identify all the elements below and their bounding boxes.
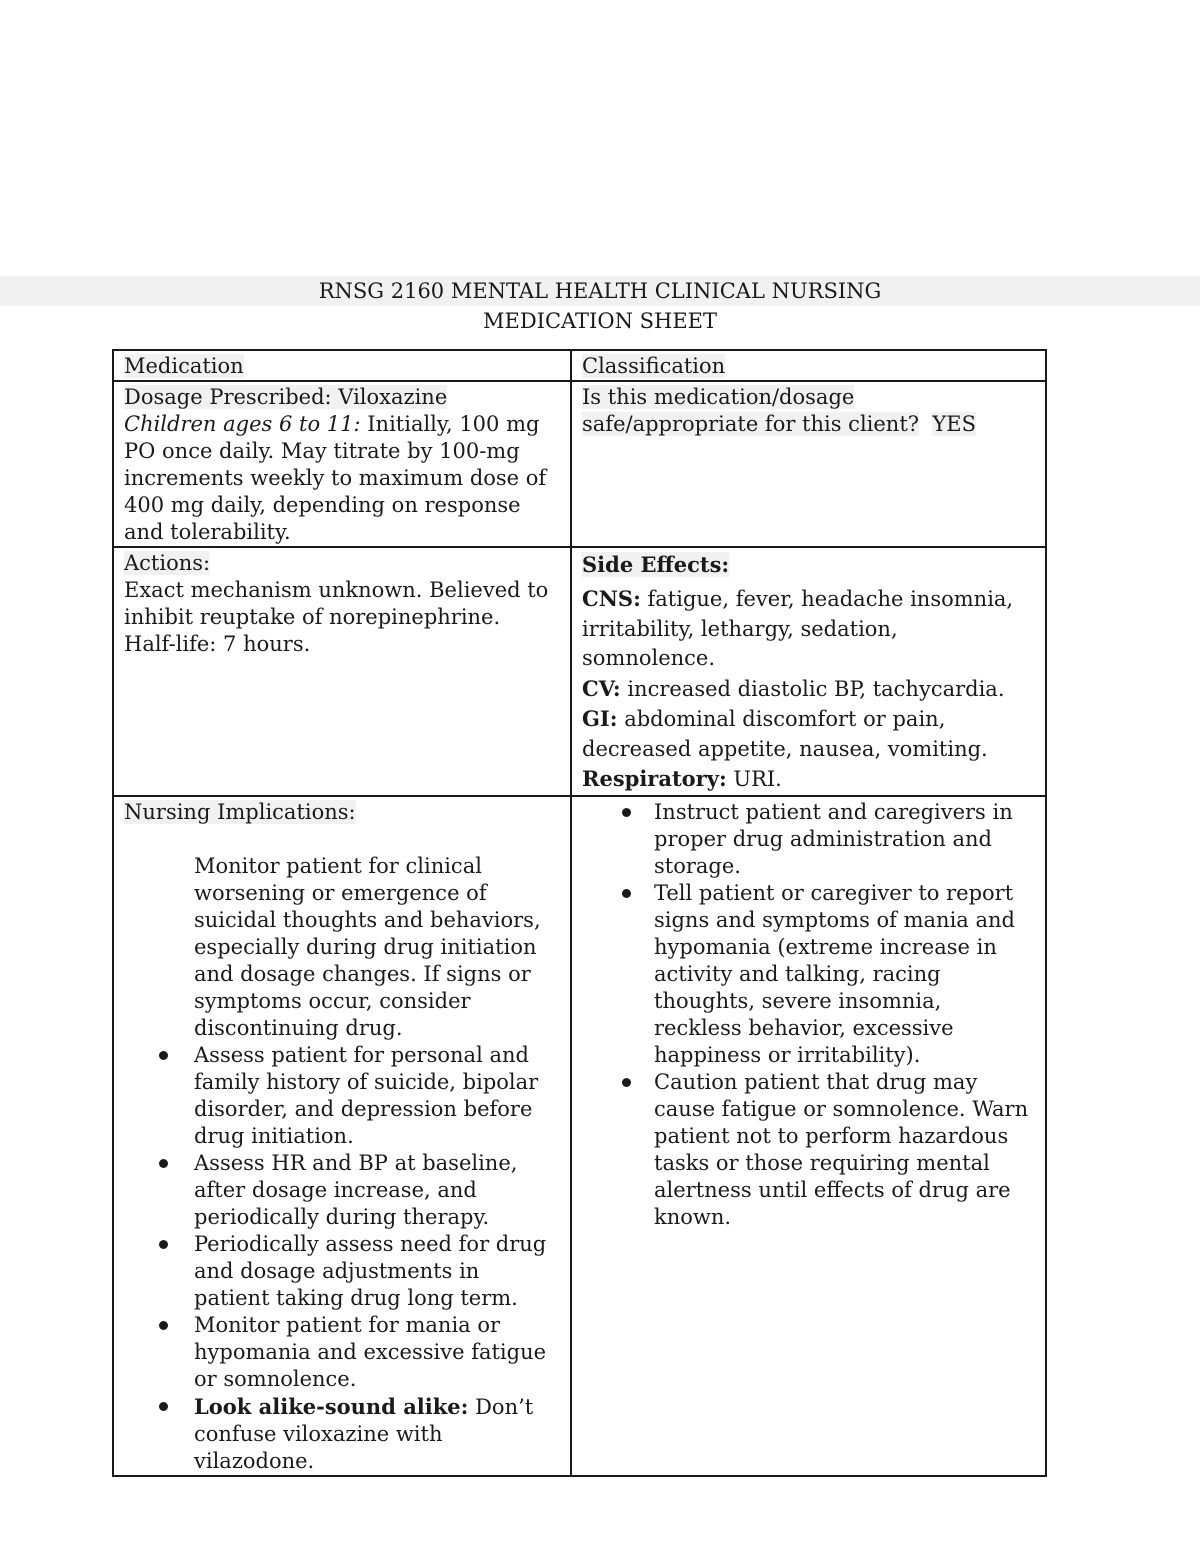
medication-cell (113, 350, 571, 381)
table-row (113, 796, 1046, 1476)
table-row (113, 350, 1046, 381)
bullet-icon (159, 1051, 168, 1060)
safety-cell (571, 381, 1046, 547)
nursing-implications-cont-cell (571, 796, 1046, 1476)
bullet-icon (622, 808, 631, 817)
list-item: Assess patient for personal and family history of suicide, bipolar disorder, and depression before drug initiation. (124, 1042, 560, 1150)
nursing-list-right (582, 799, 1035, 1231)
actions-text: Exact mechanism unknown. Believed to inhibit reuptake of norepinephrine. (124, 578, 549, 629)
side-effect-item: CV: increased diastolic BP, tachycardia. (582, 675, 1005, 701)
actions-cell (113, 547, 571, 796)
title-line-1: RNSG 2160 MENTAL HEALTH CLINICAL NURSING (0, 276, 1200, 306)
nursing-list-left (124, 1042, 560, 1475)
title-line-2: MEDICATION SHEET (483, 309, 717, 333)
medication-label: Medication (124, 354, 244, 378)
nursing-label: Nursing Implications: (124, 799, 356, 824)
bullet-icon (622, 889, 631, 898)
table-row (113, 547, 1046, 796)
list-item: Periodically assess need for drug and dosage adjustments in patient taking drug long term. (124, 1231, 560, 1312)
side-effects-cell (571, 547, 1046, 796)
dosage-cell (113, 381, 571, 547)
list-item: Assess HR and BP at baseline, after dosage increase, and periodically during therapy. (124, 1150, 560, 1231)
side-effect-item: GI: abdominal discomfort or pain, decreased appetite, nausea, vomiting. (582, 706, 988, 761)
list-item: Look alike-sound alike: Don’t confuse viloxazine with vilazodone. (124, 1393, 560, 1475)
half-life: Half-life: 7 hours. (124, 632, 311, 656)
medication-table (112, 349, 1047, 1477)
classification-label: Classification (582, 354, 726, 378)
children-dosage: Children ages 6 to 11: Initially, 100 mg PO once daily. May titrate by 100-mg increments weekly to maximum dose of 400 mg daily, depending on response and tolerability. (124, 412, 547, 544)
side-effects-label: Side Effects: (582, 552, 730, 577)
actions-label: Actions: (124, 551, 211, 575)
nursing-implications-cell (113, 796, 571, 1476)
safety-answer: YES (932, 412, 976, 436)
side-effect-item: CNS: fatigue, fever, headache insomnia, irritability, lethargy, sedation, somnolence. (582, 586, 1014, 670)
list-item: Caution patient that drug may cause fatigue or somnolence. Warn patient not to perform hazardous tasks or those requiring mental alertness until effects of drug are known. (582, 1069, 1035, 1231)
bullet-icon (159, 1240, 168, 1249)
nursing-first-item: Monitor patient for clinical worsening or emergence of suicidal thoughts and behaviors, especially during drug initiation and dosage changes. If signs or symptoms occur, consider discontinuing drug. (194, 853, 541, 1040)
bullet-icon (159, 1321, 168, 1330)
list-item: Instruct patient and caregivers in proper drug administration and storage. (582, 799, 1035, 880)
bullet-icon (159, 1402, 168, 1411)
list-item: Monitor patient for mania or hypomania and excessive fatigue or somnolence. (124, 1312, 560, 1393)
side-effect-item: Respiratory: URI. (582, 766, 782, 791)
classification-cell (571, 350, 1046, 381)
bullet-icon (159, 1159, 168, 1168)
page-title (0, 276, 1200, 336)
bullet-icon (622, 1078, 631, 1087)
dosage-line: Dosage Prescribed: Viloxazine (124, 385, 448, 409)
list-item: Tell patient or caregiver to report signs and symptoms of mania and hypomania (extreme increase in activity and talking, racing thoughts, severe insomnia, reckless behavior, excessive happiness or irritability). (582, 880, 1035, 1069)
safety-question: Is this medication/dosage safe/appropriate for this client? (582, 385, 920, 436)
table-row (113, 381, 1046, 547)
